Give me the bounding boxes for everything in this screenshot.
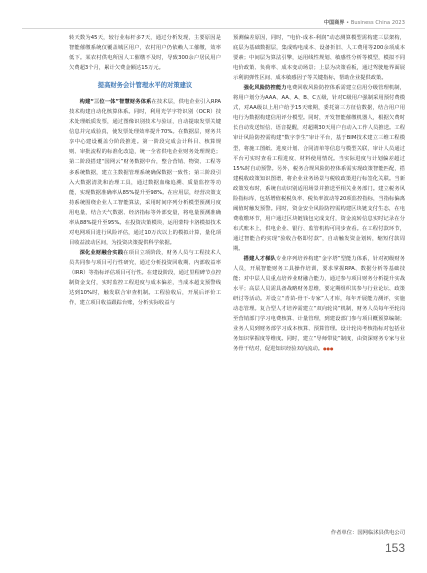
left-column [69,33,221,523]
paragraph-2-lead: 构建“三位一体”智慧财务体系 [79,99,152,106]
paragraph-2 [69,97,221,248]
paragraph-4: 预测偏差原因，同时，“电价-成本-利润”动态测算模型需构建三层架构，底层为基础数据层，集成购电成本、设备折旧、人工费用等200余项成本要素；中间层为算法引擎，运用线性规划、敏感性分析等模型，模拟不同电价政策、负荷率、成本变动场景；上层为决策看板，通过驾驶舱界面展示利润弹性区间、成本敏感因子等关键指标，帮助企业提供政策。 [233,35,405,82]
end-mark-icon: ●●● [323,346,334,352]
right-column [233,33,405,523]
paragraph-5-lead: 强化风险防控能力 [243,85,287,92]
section-title: 提高财务会计管理水平的对策建议 [97,82,193,90]
paragraph-5 [233,83,405,254]
paragraph-3-body: 在项目立项阶段，财务人员与工程技术人员共同参与项目可行性研究，通过分析投资回收期、内部收益率（IRR）等指标评估项目可行性。在建设阶段，通过里程碑节点控制资金支付，实时监控工程进度与成本偏差，当成本超支预警线达到10%时，触发联合审查机制。工程验收后，开展后评价工作，建立项目收益跟踪台账，分析实际收益与 [69,249,221,307]
paragraph-1: 转天数为45天，较行业标杆多7天，通过分析发现，主要原因是智能催缴系统仅覆盖城区用户，农村用户仍依赖人工催缴，效率低下。某农村供电所因人工催缴不及时，导致300余户居民用户欠费超3个月，累计欠费金额达15万元。 [69,35,221,72]
journal-name-en: • Business China 2023 [346,20,405,26]
paragraph-6 [233,254,405,354]
paragraph-3-lead: 深化业财融合实践 [79,249,124,256]
journal-header [324,19,405,26]
paragraph-6-body: 专业序列培养构建“金字塔”型能力体系，针对初级财务人员，开展智能财务工具操作培训，要求掌握RPA、数据分析等基础技能；对中层人员重点培养业财融合能力，通过参与项目财务分析提升实战水平；高层人员需具备战略财务思维，要定期组织其参与行业论坛、政策研讨等活动。并设立“青苗-骨干-专家”人才库，每年开展能力测评，实施动态管理。复合型人才培养需建立“双向轮岗”机制，财务人员每年至轮岗至营销部门学习电费核算、计量管理，到建设部门参与项目概预算编制；业务人员到财务部学习成本核算、预算管理。设计轮岗考核指标对包括业务知识掌握度等维度。同时，建立“导师带徒”制度，由资深财务专家与业务骨干结对，促进知识经验双向流动。 [233,256,405,353]
page-number: 153 [384,541,405,555]
paragraph-3 [69,248,221,308]
paragraph-2-body: 在技术层，供电企业引入RPA技术构建自动化核算体系。同时，利用光学字符识别（OCR）技术处理纸质发票，通过图像识别技术与验证，自动提取发票关键信息并完成验真，使发票处理效率提升70%。在数据层，财务共享中心建设覆盖分阶段推进。第一阶段完成会计科目、核算规则、审批流程的标准化改造，统一全省供电企业财务处理规范；第二阶段搭建“国网云”财务数据中台，整合营销、物资、工程等多系统数据，建立主数据管理系统确保数据一致性；第三阶段引入大数据清洗和治理工具，通过数据血缘追溯、质量监控等功能，实现数据准确率从85%提升至98%。在应用层，经营决策支持系统围绕企业人工智能算法，采用时间序列分析模型预测月度用电量，结合天气数据、经济指标等外部变量，将电量预测准确率从88%提升至95%。在投资决策模块，运用蒙特卡洛模拟技术对电网项目进行风险评估，通过10万次以上的模拟计算，量化项目收益波动区间，为投资决策提供科学依据。 [69,99,221,246]
journal-name-cn: 中国商界 [324,20,345,26]
header-divider [22,28,405,29]
author-value: 国网临沭县供电公司 [357,530,405,536]
paragraph-5-body: 电费回收风险防控体系需建立信用分级管理机制，将用户划分为AAA、AA、A、B、C五级，针对C级用户强制采用预付费模式，对AA级以上用户给予15天账期，委托第三方征信数据，结合用户用电行为数据构建信用评分模型。同时，开发智能催缴机器人，根据欠费时长自动发送短信、语音提醒，对超期30天用户自动入工作人员推送。工程审计风险防控需构建“数字孪生”审计平台，基于BIM技术建立三维工程模型，将施工图纸、进度计划、合同清单等信息与模型关联，审计人员通过平台可实时查看工程进度、材料使用情况。当实际进度与计划偏差超过15%时自动预警。另外，税务合规风险防控体系需实现政策智能匹配，搭建税收政策知识图谱，将企业业务场景与税收政策进行标签化关联。当新政策发布时，系统自动识别适用场景并推送至相关业务部门。建立税务风险指标库，包括增值税税负率、税负率波动等20项监控指标，当指标偏离阈值时触发预警。同时，资金安全风险防控需构建区块链支付生态，在电费收缴环节，用户通过区块链钱包完成支付，资金流转信息实时记录在分布式账本上，供电企业、银行、监管机构可同步查看。在工程付款环节，通过智能合约实现“验收合格即付款”，自动触发资金划转，缩短付款周期。 [233,85,405,252]
paragraph-6-lead: 搭建人才梯队 [243,256,276,263]
author-affiliation [331,528,405,536]
author-label: 作者单位： [330,530,358,536]
